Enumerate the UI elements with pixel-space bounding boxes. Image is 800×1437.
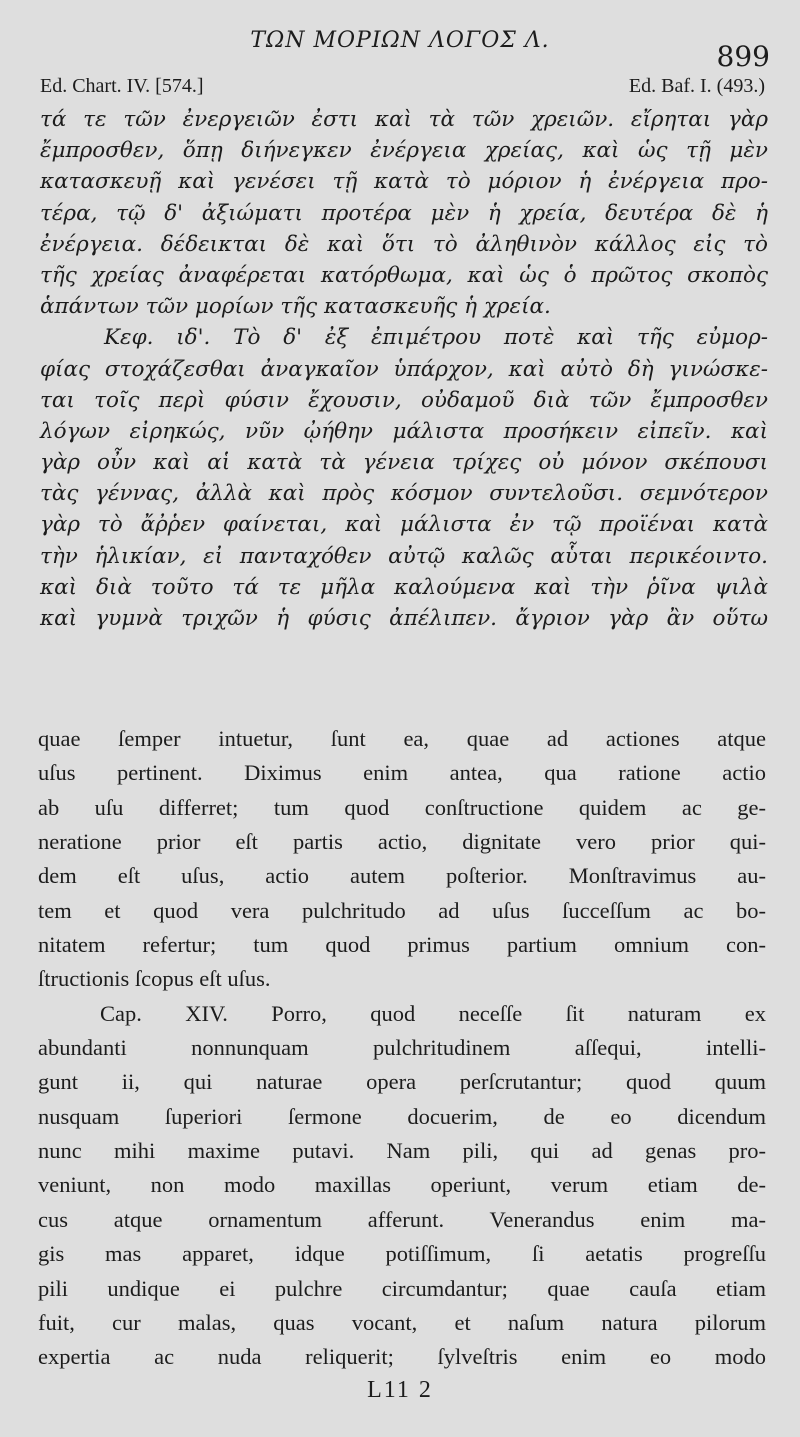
greek-line: τέρα, τῷ δ' ἀξιώματι προτέρα μὲν ἡ χρεία, δευτέρα δὲ ἡ [40, 200, 768, 226]
latin-line: dem eſt uſus, actio autem poſterior. Monſtravimus au- [38, 863, 766, 889]
latin-line: gis mas apparet, idque potiſſimum, ſi aetatis progreſſu [38, 1241, 766, 1267]
latin-line: gunt ii, qui naturae opera perſcrutantur; quod quum [38, 1069, 766, 1095]
greek-text-block [40, 104, 768, 634]
latin-line: pili undique ei pulchre circumdantur; quae cauſa etiam [38, 1275, 766, 1301]
edition-chart-reference: Ed. Chart. IV. [574.] [40, 75, 204, 97]
greek-line: λόγων εἰρηκώς, νῦν ᾠήθην μάλιστα προσήκειν εἰπεῖν. καὶ [40, 418, 768, 444]
latin-line: nusquam ſuperiori ſermone docuerim, de eo dicendum [38, 1103, 766, 1129]
greek-line: φίας στοχάζεσθαι ἀναγκαῖον ὑπάρχον, καὶ αὐτὸ δὴ γινώσκε- [40, 356, 768, 382]
greek-line: τὰς γέννας, ἀλλὰ καὶ πρὸς κόσμον συντελοῦσι. σεμνότερον [40, 481, 768, 507]
latin-line: nitatem refertur; tum quod primus partium omnium con- [38, 932, 766, 958]
latin-line: tem et quod vera pulchritudo ad uſus ſucceſſum ac bo- [38, 897, 766, 923]
greek-line: τῆς χρείας ἀναφέρεται κατόρθωμα, καὶ ὡς ὁ πρῶτος σκοπὸς [40, 262, 768, 288]
greek-line: τὴν ἡλικίαν, εἰ πανταχόθεν αὐτῷ καλῶς αὗται περικέοιντο. [40, 543, 768, 569]
greek-line: ται τοῖς περὶ φύσιν ἔχουσιν, οὐδαμοῦ διὰ τῶν ἔμπροσθεν [40, 387, 768, 413]
latin-line: neratione prior eſt partis actio, dignitate vero prior qui- [38, 829, 766, 855]
latin-line: nunc mihi maxime putavi. Nam pili, qui ad genas pro- [38, 1138, 766, 1164]
latin-line: veniunt, non modo maxillas operiunt, verum etiam de- [38, 1172, 766, 1198]
latin-line: ab uſu differret; tum quod conſtructione quidem ac ge- [38, 794, 766, 820]
greek-chapter-heading-line: Κεφ. ιδ'. Τὸ δ' ἐξ ἐπιμέτρου ποτὲ καὶ τῆς εὐμορ- [104, 325, 768, 351]
greek-line: τά τε τῶν ἐνεργειῶν ἐστι καὶ τὰ τῶν χρειῶν. εἴρηται γὰρ [40, 107, 768, 132]
latin-chapter-heading-line: Cap. XIV. Porro, quod neceſſe ſit naturam ex [100, 1000, 766, 1026]
latin-line: uſus pertinent. Diximus enim antea, qua ratione actio [38, 760, 766, 786]
greek-line: ἐνέργεια. δέδεικται δὲ καὶ ὅτι τὸ ἀληθινὸν κάλλος εἰς τὸ [40, 231, 768, 257]
running-head: ΤΩΝ ΜΟΡΙΩΝ ΛΟΓΟΣ Λ. [250, 28, 550, 53]
latin-line: ſtructionis ſcopus eſt uſus. [38, 966, 271, 992]
greek-line: γὰρ οὖν καὶ αἱ κατὰ τὰ γένεια τρίχες οὐ μόνον σκέπουσι [40, 450, 768, 476]
latin-line: cus atque ornamentum afferunt. Venerandus enim ma- [38, 1206, 766, 1232]
greek-line: ἁπάντων τῶν μορίων τῆς κατασκευῆς ἡ χρεία. [40, 294, 551, 320]
latin-text-block [38, 722, 766, 1375]
latin-line: quae ſemper intuetur, ſunt ea, quae ad actiones atque [38, 726, 766, 751]
greek-line: καὶ διὰ τοῦτο τά τε μῆλα καλούμενα καὶ τὴν ῥῖνα ψιλὰ [40, 574, 768, 600]
page-number: 899 [716, 40, 770, 73]
greek-line: γὰρ τὸ ἄῤῥεν φαίνεται, καὶ μάλιστα ἐν τῷ προϊέναι κατὰ [40, 512, 768, 538]
latin-line: fuit, cur malas, quas vocant, et naſum natura pilorum [38, 1309, 766, 1335]
edition-basel-reference: Ed. Baf. I. (493.) [628, 75, 765, 97]
greek-line: κατασκευῇ καὶ γενέσει τῇ κατὰ τὸ μόριον ἡ ἐνέργεια προ- [40, 169, 768, 195]
greek-line: ἔμπροσθεν, ὅπῃ διήνεγκεν ἐνέργεια χρείας, καὶ ὡς τῇ μὲν [40, 138, 768, 164]
printer-signature-mark: L11 2 [367, 1377, 433, 1403]
latin-line: abundanti nonnunquam pulchritudinem aſſequi, intelli- [38, 1035, 766, 1061]
greek-line: καὶ γυμνὰ τριχῶν ἡ φύσις ἀπέλιπεν. ἄγριον γὰρ ἂν οὕτω [40, 606, 768, 631]
latin-line: expertia ac nuda reliquerit; ſylveſtris enim eo modo [38, 1344, 766, 1370]
